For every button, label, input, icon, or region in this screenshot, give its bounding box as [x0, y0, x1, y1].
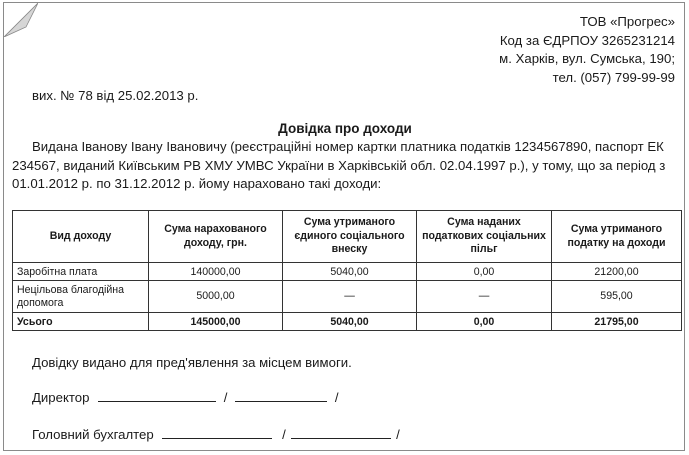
table-cell: 5040,00 [283, 263, 417, 281]
company-phone: тел. (057) 799-99-99 [552, 69, 675, 85]
table-cell: 0,00 [417, 263, 552, 281]
table-cell: 5000,00 [149, 281, 283, 313]
column-header: Вид доходу [13, 211, 149, 263]
income-type-cell: Усього [13, 313, 149, 331]
company-address: м. Харків, вул. Сумська, 190; [499, 51, 675, 66]
company-code: Код за ЄДРПОУ 3265231214 [499, 32, 675, 48]
table-header-row [13, 211, 682, 263]
table-total-row [13, 313, 682, 331]
director-signature [32, 389, 338, 405]
table-cell: 21795,00 [552, 313, 682, 331]
name-line [291, 426, 391, 439]
document-body: Видана Іванову Івану Івановичу (реєстраційні номер картки платника податків 1234567890, паспорт ЕК 234567, виданий Київським РВ ХМУ УМВС України в Харківській обл. 02.04.1997 р.), у тому, що за період з 01.01.2012 р. по 31.12.2012 р. йому нараховано такі доходи: [12, 139, 666, 192]
signature-line [98, 389, 216, 402]
name-line [235, 389, 327, 402]
table-row [13, 281, 682, 313]
table-cell: 140000,00 [149, 263, 283, 281]
accountant-signature [32, 426, 400, 442]
director-label: Директор [32, 390, 90, 405]
page-fold-corner [4, 3, 38, 37]
income-type-cell: Нецільова благодійна допомога [13, 281, 149, 313]
table-cell: 145000,00 [149, 313, 283, 331]
company-name: ТОВ «Прогрес» [579, 14, 675, 29]
company-details [499, 13, 675, 87]
column-header: Сума утриманого єдиного соціального внеску [283, 211, 417, 263]
signature-separator: / [396, 427, 400, 442]
income-table [12, 210, 682, 331]
signature-separator: / [282, 427, 286, 442]
column-header: Сума утриманого податку на доходи [552, 211, 682, 263]
income-type-cell: Заробітна плата [13, 263, 149, 281]
column-header: Сума нарахованого доходу, грн. [149, 211, 283, 263]
issue-note: Довідку видано для пред'явлення за місцем вимоги. [32, 355, 352, 370]
column-header: Сума наданих податкових соціальних пільг [417, 211, 552, 263]
outgoing-number: вих. № 78 від 25.02.2013 р. [32, 88, 199, 103]
document-title: Довідка про доходи [278, 121, 412, 136]
document-page [3, 2, 685, 451]
table-cell: — [283, 281, 417, 313]
signature-separator: / [334, 390, 339, 405]
table-cell: 21200,00 [552, 263, 682, 281]
table-cell: 5040,00 [283, 313, 417, 331]
signature-line [162, 426, 272, 439]
table-cell: 595,00 [552, 281, 682, 313]
table-cell: 0,00 [417, 313, 552, 331]
accountant-label: Головний бухгалтер [32, 427, 154, 442]
table-cell: — [417, 281, 552, 313]
signature-separator: / [223, 390, 228, 405]
table-row [13, 263, 682, 281]
